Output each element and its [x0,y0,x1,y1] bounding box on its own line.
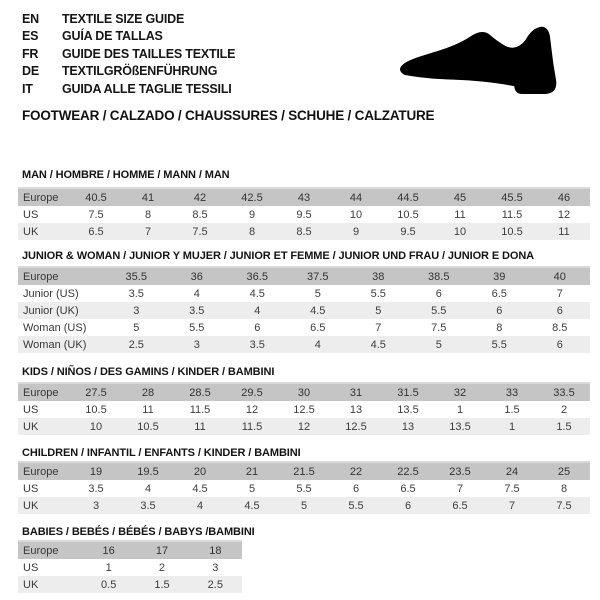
size-value: 2.5 [189,576,242,593]
size-value: 7 [122,223,174,240]
size-value: 11.5 [226,418,278,435]
table-row [18,285,590,302]
size-value: 7.5 [174,223,226,240]
size-value: 40.5 [70,188,122,206]
size-value: 18 [189,541,242,559]
size-value: 5 [226,480,278,497]
size-value: 42.5 [226,188,278,206]
row-label: Europe [18,267,106,285]
size-value: 10.5 [70,401,122,418]
size-value: 7.5 [486,480,538,497]
size-value: 31 [330,383,382,401]
size-value: 5 [106,319,167,336]
size-value: 3.5 [227,336,288,353]
size-value: 3 [106,302,167,319]
size-value: 12.5 [278,401,330,418]
size-value: 10.5 [382,206,434,223]
size-value: 6 [409,285,470,302]
size-value: 41 [122,188,174,206]
size-value: 4 [174,497,226,514]
size-value: 5 [288,285,349,302]
size-table-children [18,461,590,514]
size-value: 1 [486,418,538,435]
size-value: 32 [434,383,486,401]
row-label: UK [18,418,70,435]
language-code: ES [22,29,39,44]
size-value: 45 [434,188,486,206]
size-value: 9 [226,206,278,223]
row-label: Junior (US) [18,285,106,302]
size-value: 4.5 [348,336,409,353]
size-value: 5.5 [330,497,382,514]
size-value: 6.5 [382,480,434,497]
table-row [18,336,590,353]
size-value: 8.5 [530,319,591,336]
size-value: 8 [538,480,590,497]
table-row [18,383,590,401]
size-value: 1.5 [486,401,538,418]
size-value: 1.5 [538,418,590,435]
size-value: 8.5 [278,223,330,240]
size-value: 12 [278,418,330,435]
size-value: 3 [167,336,228,353]
size-value: 42 [174,188,226,206]
size-value: 33.5 [538,383,590,401]
language-code: DE [22,64,39,79]
size-value: 11 [434,206,486,223]
table-row [18,559,242,576]
section-title-babies: BABIES / BEBÉS / BÉBÉS / BABYS /BAMBINI [22,526,255,538]
size-value: 2 [538,401,590,418]
language-title: TEXTILE SIZE GUIDE [62,11,185,26]
table-row [18,401,590,418]
row-label: Europe [18,383,70,401]
size-value: 25 [538,462,590,480]
size-value: 8 [226,223,278,240]
size-value: 11.5 [486,206,538,223]
size-value: 12 [538,206,590,223]
size-value: 5 [409,336,470,353]
size-value: 20 [174,462,226,480]
size-value: 10.5 [486,223,538,240]
table-row [18,480,590,497]
table-row [18,319,590,336]
table-row [18,302,590,319]
size-value: 7.5 [538,497,590,514]
size-value: 4.5 [174,480,226,497]
section-title-children: CHILDREN / INFANTIL / ENFANTS / KINDER / BAMBINI [22,447,301,459]
size-value: 6 [330,480,382,497]
size-value: 28.5 [174,383,226,401]
language-title: TEXTILGRÖßENFÜHRUNG [62,64,218,79]
size-value: 4.5 [288,302,349,319]
size-value: 10.5 [122,418,174,435]
size-value: 3 [70,497,122,514]
size-value: 8.5 [174,206,226,223]
row-label: UK [18,576,82,593]
row-label: UK [18,497,70,514]
size-value: 4.5 [227,285,288,302]
row-label: US [18,206,70,223]
row-label: Europe [18,188,70,206]
size-value: 12.5 [330,418,382,435]
language-row-it [22,80,235,98]
section-title-kids: KIDS / NIÑOS / DES GAMINS / KINDER / BAMBINI [22,366,275,378]
row-label: Woman (UK) [18,336,106,353]
size-value: 30 [278,383,330,401]
size-value: 6.5 [70,223,122,240]
size-value: 3.5 [122,497,174,514]
size-value: 16 [82,541,135,559]
size-table-man [18,187,590,240]
size-value: 7 [486,497,538,514]
size-value: 17 [135,541,188,559]
table-row [18,541,242,559]
size-value: 5.5 [167,319,228,336]
size-value: 5 [348,302,409,319]
size-value: 13 [330,401,382,418]
size-value: 23.5 [434,462,486,480]
size-value: 44.5 [382,188,434,206]
size-value: 45.5 [486,188,538,206]
size-value: 7.5 [70,206,122,223]
size-value: 37.5 [288,267,349,285]
size-value: 5.5 [409,302,470,319]
size-value: 44 [330,188,382,206]
size-value: 31.5 [382,383,434,401]
size-value: 9.5 [382,223,434,240]
table-row [18,462,590,480]
language-title-list [22,10,235,98]
size-value: 21.5 [278,462,330,480]
row-label: Woman (US) [18,319,106,336]
size-value: 33 [486,383,538,401]
size-value: 13.5 [382,401,434,418]
size-value: 22.5 [382,462,434,480]
size-value: 6 [382,497,434,514]
size-value: 36.5 [227,267,288,285]
size-value: 6 [530,302,591,319]
size-value: 27.5 [70,383,122,401]
row-label: UK [18,223,70,240]
size-value: 8 [469,319,530,336]
size-value: 13.5 [434,418,486,435]
size-value: 6.5 [469,285,530,302]
row-label: US [18,401,70,418]
size-value: 8 [122,206,174,223]
size-value: 1 [82,559,135,576]
size-value: 2 [135,559,188,576]
size-value: 11.5 [174,401,226,418]
size-value: 7 [530,285,591,302]
size-value: 4 [227,302,288,319]
size-value: 7.5 [409,319,470,336]
row-label: US [18,480,70,497]
size-value: 1.5 [135,576,188,593]
size-value: 3.5 [106,285,167,302]
size-value: 36 [167,267,228,285]
size-value: 9.5 [278,206,330,223]
size-value: 10 [330,206,382,223]
size-value: 24 [486,462,538,480]
row-label: Junior (UK) [18,302,106,319]
category-heading: FOOTWEAR / CALZADO / CHAUSSURES / SCHUHE / CALZATURE [22,108,435,123]
size-value: 6 [227,319,288,336]
size-value: 40 [530,267,591,285]
size-value: 29.5 [226,383,278,401]
size-value: 22 [330,462,382,480]
section-title-man: MAN / HOMBRE / HOMME / MANN / MAN [22,169,230,181]
size-value: 35.5 [106,267,167,285]
table-row [18,576,242,593]
size-table-junior-woman [18,266,590,353]
size-value: 1 [434,401,486,418]
language-row-de [22,63,235,81]
size-value: 10 [434,223,486,240]
size-value: 9 [330,223,382,240]
size-value: 28 [122,383,174,401]
size-value: 21 [226,462,278,480]
table-row [18,188,590,206]
table-row [18,267,590,285]
language-row-fr [22,45,235,63]
row-label: Europe [18,462,70,480]
size-value: 3 [189,559,242,576]
table-row [18,206,590,223]
language-title: GUIDA ALLE TAGLIE TESSILI [62,81,232,96]
language-title: GUIDE DES TAILLES TEXTILE [62,46,236,61]
size-value: 11 [122,401,174,418]
row-label: US [18,559,82,576]
size-table-kids [18,382,590,435]
language-code: FR [22,46,39,61]
shoe-icon [388,12,588,108]
size-value: 4 [122,480,174,497]
size-value: 10 [70,418,122,435]
size-value: 4 [167,285,228,302]
size-value: 6.5 [288,319,349,336]
section-title-junior-woman: JUNIOR & WOMAN / JUNIOR Y MUJER / JUNIOR ET FEMME / JUNIOR UND FRAU / JUNIOR E DONA [22,250,535,262]
size-value: 6.5 [434,497,486,514]
size-value: 38 [348,267,409,285]
size-value: 6 [530,336,591,353]
size-value: 7 [348,319,409,336]
language-code: EN [22,11,39,26]
size-value: 5.5 [348,285,409,302]
size-value: 5.5 [278,480,330,497]
language-code: IT [22,81,33,96]
size-value: 7 [434,480,486,497]
language-row-es [22,28,235,46]
size-value: 0.5 [82,576,135,593]
size-table-babies [18,540,242,593]
size-value: 6 [469,302,530,319]
size-value: 5 [278,497,330,514]
size-value: 46 [538,188,590,206]
size-value: 38.5 [409,267,470,285]
table-row [18,497,590,514]
size-value: 19 [70,462,122,480]
language-row-en [22,10,235,28]
size-value: 12 [226,401,278,418]
size-value: 11 [174,418,226,435]
table-row [18,418,590,435]
size-value: 43 [278,188,330,206]
size-value: 19.5 [122,462,174,480]
size-value: 11 [538,223,590,240]
size-value: 39 [469,267,530,285]
size-value: 3.5 [70,480,122,497]
size-value: 4.5 [226,497,278,514]
size-value: 4 [288,336,349,353]
language-title: GUÍA DE TALLAS [62,29,163,44]
row-label: Europe [18,541,82,559]
size-value: 2.5 [106,336,167,353]
size-value: 3.5 [167,302,228,319]
table-row [18,223,590,240]
size-value: 13 [382,418,434,435]
size-value: 5.5 [469,336,530,353]
